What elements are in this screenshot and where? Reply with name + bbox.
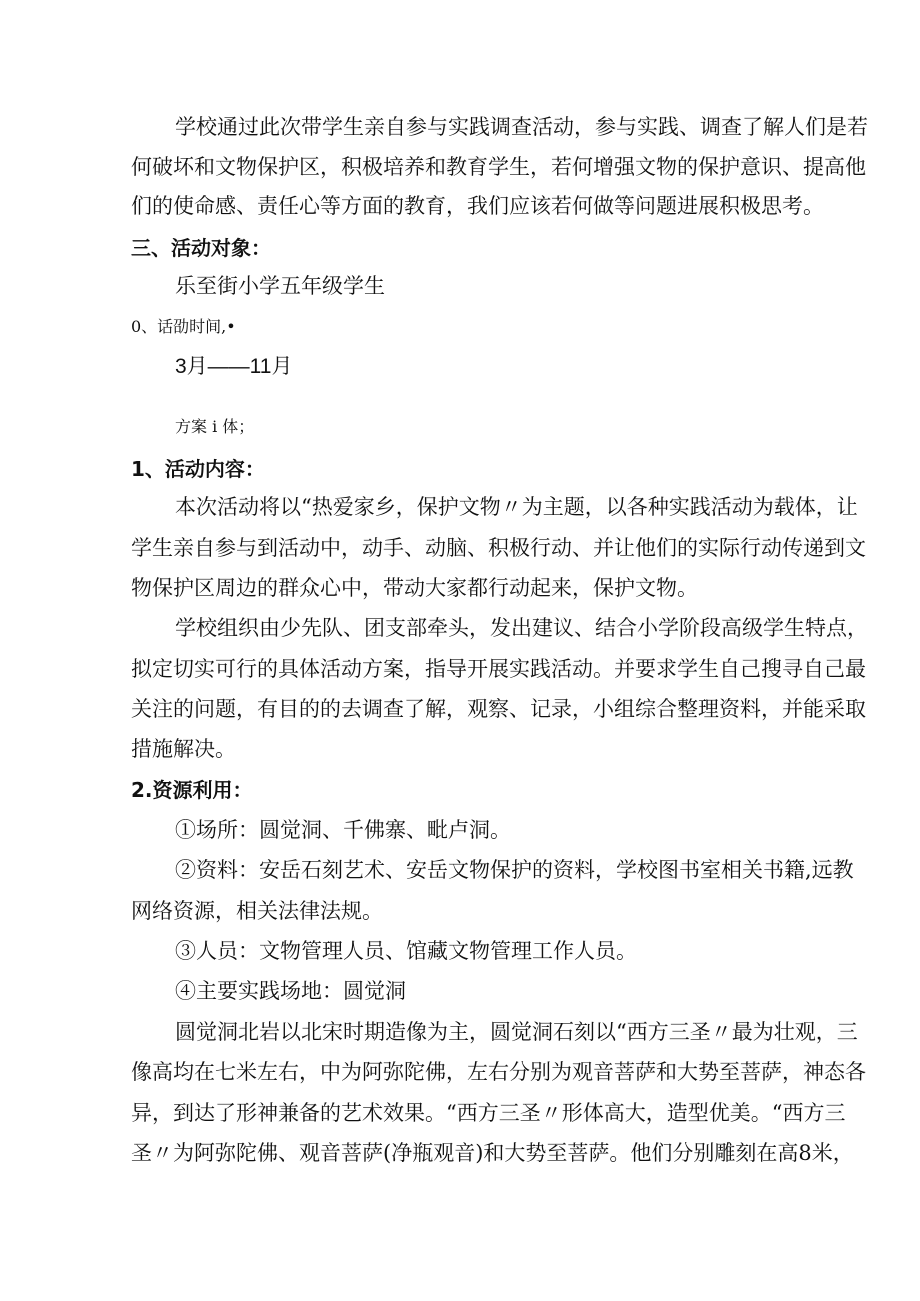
paragraph-3-line-2: 拟定切实可行的具体活动方案，指导开展实践活动。并要求学生自己搜寻自己最 [131,657,866,681]
paragraph-1-line-2: 何破坏和文物保护区，积极培养和教育学生，若何增强文物的保护意识、提高他 [131,155,866,179]
section-3-heading: 三、活动对象： [131,236,271,260]
paragraph-4-line-4: 圣〃为阿弥陀佛、观音菩萨(净瓶观音)和大势至菩萨。他们分别雕刻在高8米， [131,1141,854,1165]
resource-item-2-line-1: ②资料：安岳石刻艺术、安岳文物保护的资料，学校图书室相关书籍,远教 [175,858,854,882]
plan-heading: 方案 i 体； [175,417,255,436]
resource-item-2-line-2: 网络资源，相关法律法规。 [131,899,383,923]
resource-item-3: ③人员：文物管理人员、馆藏文物管理工作人员。 [175,939,637,963]
resource-item-4: ④主要实践场地：圆觉洞 [175,979,406,1003]
paragraph-2-line-3: 物保护区周边的群众心中，带动大家都行动起来，保护文物。 [131,576,698,600]
activity-content-heading: 1、活动内容： [131,457,265,481]
resource-item-1: ①场所：圆觉洞、千佛寨、毗卢洞。 [175,818,511,842]
paragraph-4-line-3: 异，到达了形神兼备的艺术效果。“西方三圣〃形体高大，造型优美。“西方三 [131,1101,846,1125]
activity-target-text: 乐至街小学五年级学生 [175,274,385,298]
paragraph-3-line-4: 措施解决。 [131,737,236,761]
paragraph-1-line-1: 学校通过此次带学生亲自参与实践调查活动，参与实践、调查了解人们是若 [175,115,868,139]
paragraph-3-line-3: 关注的问题，有目的的去调查了解，观察、记录，小组综合整理资料，并能采取 [131,697,866,721]
paragraph-2-line-1: 本次活动将以“热爱家乡，保护文物〃为主题，以各种实践活动为载体，让 [175,495,858,519]
paragraph-3-line-1: 学校组织由少先队、团支部牵头，发出建议、结合小学阶段高级学生特点， [175,616,868,640]
paragraph-4-line-1: 圆觉洞北岩以北宋时期造像为主，圆觉洞石刻以“西方三圣〃最为壮观，三 [175,1020,858,1044]
paragraph-1-line-3: 们的使命感、责任心等方面的教育，我们应该若何做等问题进展积极思考。 [131,194,824,218]
resource-heading: 2.资源利用： [131,778,253,802]
paragraph-4-line-2: 像高均在七米左右，中为阿弥陀佛，左右分别为观音菩萨和大势至菩萨，神态各 [131,1060,866,1084]
activity-time-text: 3月——11月 [175,355,293,378]
paragraph-2-line-2: 学生亲自参与到活动中，动手、动脑、积极行动、并让他们的实际行动传递到文 [131,536,866,560]
activity-time-heading: 0、话劭时间,• [131,317,236,336]
